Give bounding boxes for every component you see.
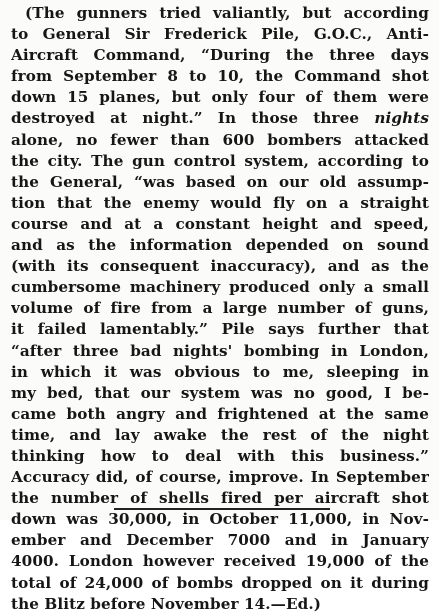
text-line: the number of shells fired per aircraft shot bbox=[11, 489, 429, 508]
text-line: down was 30,000, in October 11,000, in Nov- bbox=[11, 510, 429, 529]
text-line: came both angry and frightened at the same bbox=[11, 404, 429, 423]
text-line: thinking how to deal with this business.” bbox=[11, 446, 429, 465]
text-line: course and at a constant height and speed, bbox=[11, 214, 429, 233]
text-line: “after three bad nights' bombing in London, bbox=[11, 341, 429, 360]
text-line: the Blitz before November 14.—Ed.) bbox=[11, 594, 322, 613]
text-line: tion that the enemy would fly on a straight bbox=[11, 193, 429, 212]
text-line: total of 24,000 of bombs dropped on it during bbox=[11, 573, 429, 592]
text-line: in which it was obvious to me, sleeping in bbox=[11, 362, 429, 381]
article-text-column bbox=[11, 3, 429, 615]
text-line: the General, “was based on our old assump- bbox=[11, 172, 429, 191]
text-line: (The gunners tried valiantly, but according bbox=[25, 4, 429, 22]
text-line: from September 8 to 10, the Command shot bbox=[11, 67, 429, 86]
text-line: Accuracy did, of course, improve. In September bbox=[11, 468, 429, 487]
text-line: my bed, that our system was no good, I be- bbox=[11, 383, 429, 402]
section-divider-rule bbox=[114, 508, 330, 510]
text-line: the city. The gun control system, according to bbox=[11, 151, 429, 170]
text-line: and as the information depended on sound bbox=[11, 236, 429, 255]
text-line: alone, no fewer than 600 bombers attacked bbox=[11, 130, 429, 149]
text-line: it failed lamentably.” Pile says further that bbox=[11, 320, 429, 339]
text-line: ember and December 7000 and in January bbox=[11, 531, 429, 550]
text-line: destroyed at night.” In those three nights bbox=[11, 109, 429, 128]
text-line: down 15 planes, but only four of them were bbox=[11, 88, 429, 107]
text-line: cumbersome machinery produced only a small bbox=[11, 278, 429, 297]
text-line: (with its consequent inaccuracy), and as the bbox=[11, 257, 429, 276]
text-line: volume of fire from a large number of guns, bbox=[11, 299, 429, 318]
text-line: to General Sir Frederick Pile, G.O.C., Anti- bbox=[11, 25, 429, 44]
text-line: time, and lay awake the rest of the night bbox=[11, 425, 429, 444]
italic-emphasis: nights bbox=[374, 109, 429, 128]
text-line: Aircraft Command, “During the three days bbox=[11, 46, 429, 65]
text-line: 4000. London however received 19,000 of the bbox=[11, 552, 429, 571]
